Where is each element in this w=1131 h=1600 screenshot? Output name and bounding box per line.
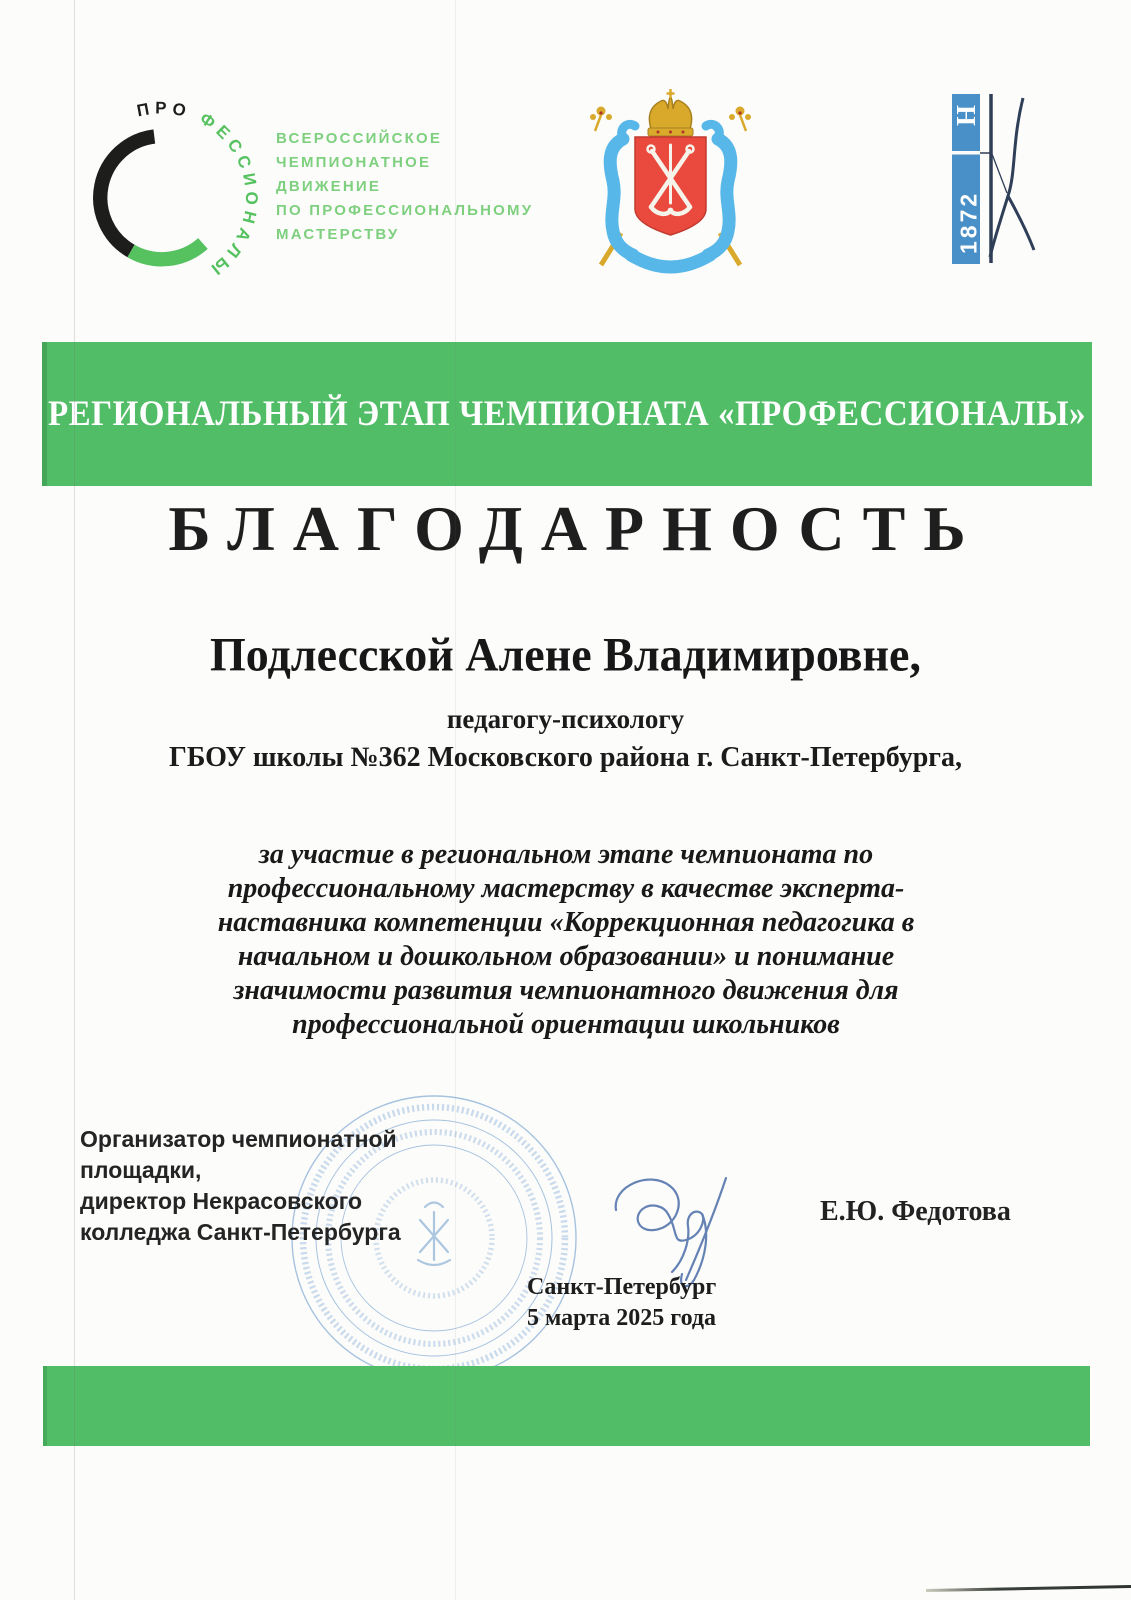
certificate-title: БЛАГОДАРНОСТЬ [168, 493, 984, 564]
citation-paragraph [176, 838, 956, 1042]
championship-banner [42, 342, 1092, 486]
citation-line: за участие в региональном этапе чемпионата по [258, 839, 874, 870]
place-date-block [527, 1272, 716, 1334]
scan-edge-artifact [926, 1585, 1131, 1592]
movement-line: ПО ПРОФЕССИОНАЛЬНОМУ [276, 202, 534, 219]
organizer-line: колледжа Санкт-Петербурга [80, 1219, 401, 1245]
recipient-name: Подлесской Алене Владимировне, [210, 627, 921, 682]
citation-line: начальном и дошкольном образовании» и понимание [237, 941, 895, 972]
recipient-role: педагогу-психологу [446, 704, 685, 734]
organizer-line: площадки, [80, 1157, 202, 1183]
st-petersburg-coat-of-arms-icon [573, 84, 768, 284]
profi-arc-text-green: ФЕССИОНАЛЫ [196, 108, 262, 282]
movement-line: ВСЕРОССИЙСКОЕ [276, 130, 443, 147]
citation-line: значимости развития чемпионатного движения для [233, 975, 899, 1006]
organizer-line: директор Некрасовского [80, 1188, 363, 1214]
floret-right [729, 107, 751, 132]
movement-line: ЧЕМПИОНАТНОЕ [276, 154, 432, 171]
place: Санкт-Петербург [527, 1274, 717, 1300]
profi-arc-text-black: ПРО [135, 98, 193, 122]
college-letter: Н [951, 105, 981, 127]
recipient-school: ГБОУ школы №362 Московского района г. Санкт-Петербурга, [169, 742, 962, 773]
organizer-line: Организатор чемпионатной [80, 1126, 397, 1152]
college-k-mark [980, 94, 1034, 263]
college-year: 1872 [955, 190, 982, 254]
professionaly-circle-logo-icon [92, 92, 287, 287]
nekrasov-college-1872-logo-icon [928, 92, 1043, 268]
banner-text: РЕГИОНАЛЬНЫЙ ЭТАП ЧЕМПИОНАТА «ПРОФЕССИОНАЛЫ» [47, 394, 1087, 433]
floret-left [590, 107, 612, 132]
date: 5 марта 2025 года [527, 1305, 717, 1331]
crown [648, 89, 693, 136]
movement-line: ДВИЖЕНИЕ [276, 178, 382, 195]
movement-wordmark [276, 127, 533, 247]
citation-line: профессиональному мастерству в качестве эксперта- [227, 873, 905, 904]
scan-fold-line [74, 0, 75, 1600]
citation-line: наставника компетенции «Коррекционная педагогика в [217, 907, 915, 938]
signer-name: Е.Ю. Федотова [820, 1196, 1011, 1227]
movement-line: МАСТЕРСТВУ [276, 226, 400, 243]
scan-fold-line [455, 0, 456, 1600]
organizer-block [80, 1124, 500, 1248]
citation-line: профессиональной ориентации школьников [292, 1009, 840, 1040]
footer-green-bar [43, 1366, 1090, 1446]
